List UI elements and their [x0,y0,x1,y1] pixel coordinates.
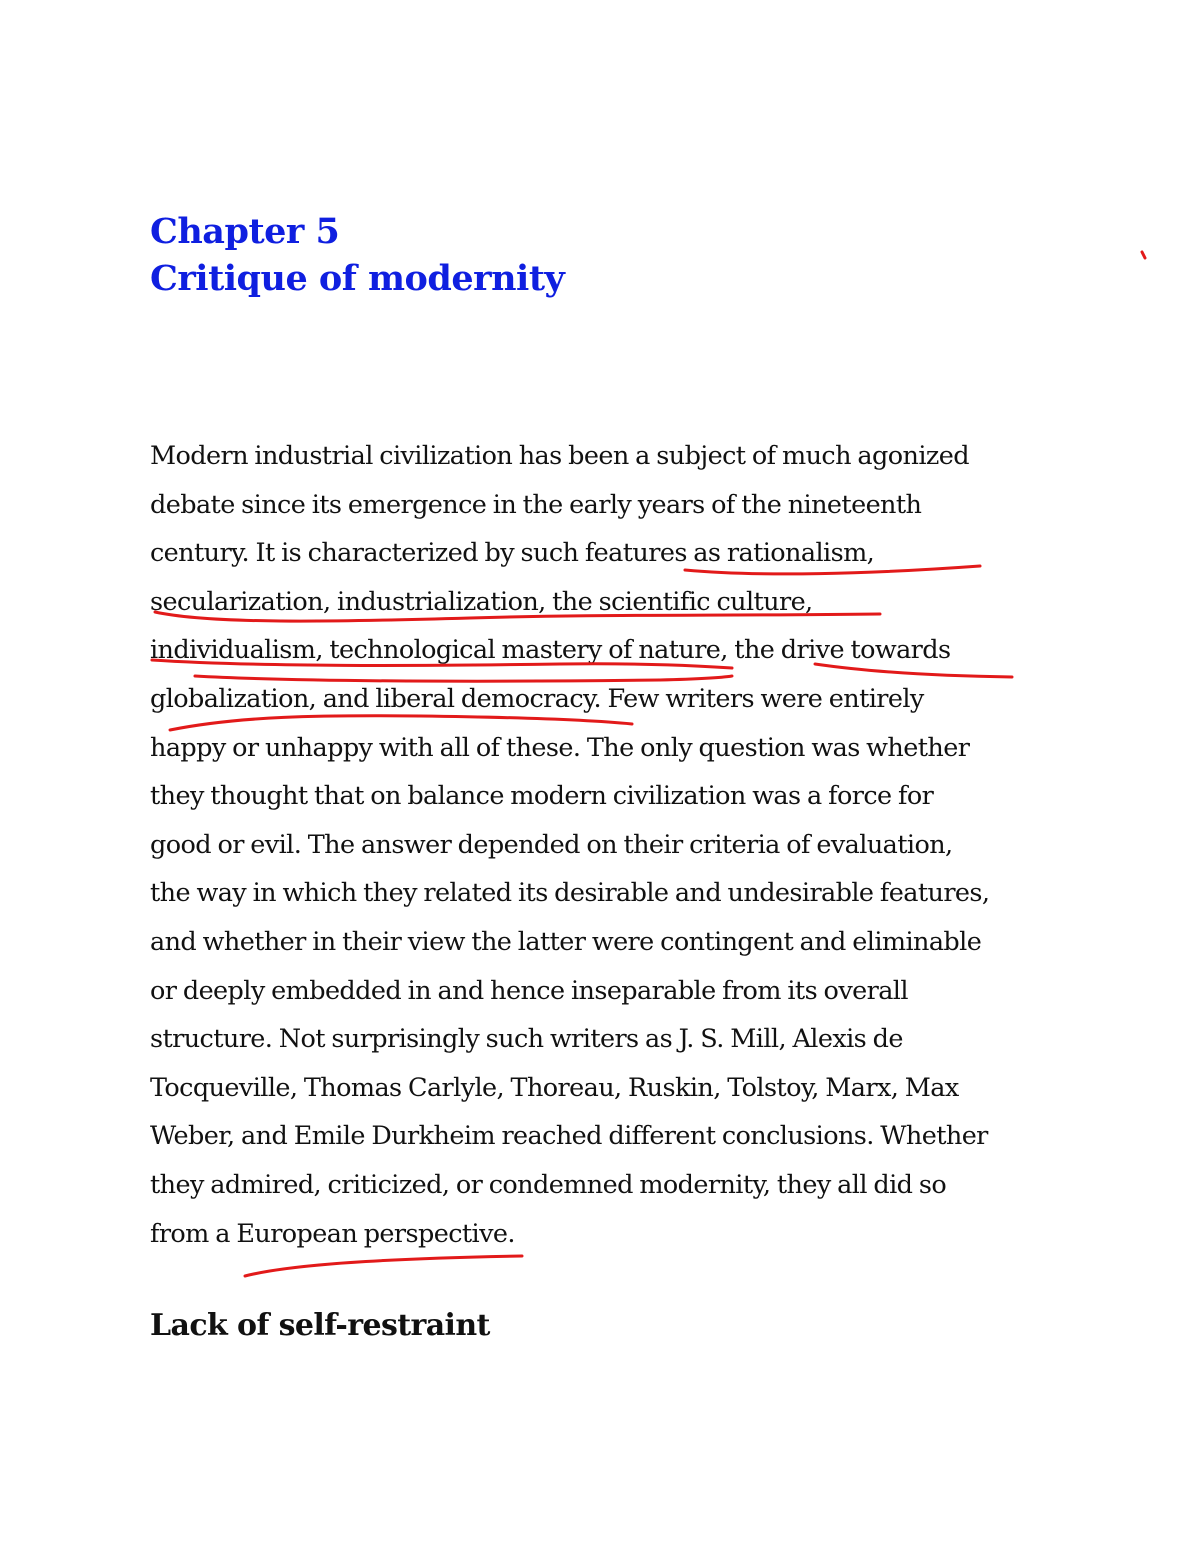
paragraph-line: century. It is characterized by such features as rationalism, [150,538,875,569]
paragraph-line: Weber, and Emile Durkheim reached different conclusions. Whether [150,1121,988,1152]
paragraph-line: the way in which they related its desirable and undesirable features, [150,878,990,909]
section-heading: Lack of self-restraint [150,1308,490,1343]
paragraph-line: they thought that on balance modern civilization was a force for [150,781,934,812]
chapter-title: Critique of modernity [150,258,565,299]
paragraph-line: and whether in their view the latter were contingent and eliminable [150,926,982,957]
paragraph-line: globalization, and liberal democracy. Few writers were entirely [150,683,924,714]
paragraph-line: Tocqueville, Thomas Carlyle, Thoreau, Ruskin, Tolstoy, Marx, Max [150,1072,959,1103]
chapter-heading [150,208,564,302]
annotation-dot-mark [1142,252,1145,258]
chapter-number: Chapter 5 [150,211,340,252]
paragraph-line: secularization, industrialization, the scientific culture, [150,586,813,617]
paragraph-line: Modern industrial civilization has been a subject of much agonized [150,441,969,471]
body-paragraph [150,432,1060,1258]
paragraph-line: individualism, technological mastery of nature, the drive towards [150,635,951,666]
paragraph-line: happy or unhappy with all of these. The only question was whether [150,732,970,763]
paragraph-line: from a European perspective. [150,1218,515,1249]
paragraph-line: good or evil. The answer depended on their criteria of evaluation, [150,829,953,860]
paragraph-line: debate since its emergence in the early years of the nineteenth [150,489,922,520]
paragraph-line: structure. Not surprisingly such writers as J. S. Mill, Alexis de [150,1024,903,1055]
paragraph-line: they admired, criticized, or condemned modernity, they all did so [150,1169,947,1200]
underline-european-perspective [245,1256,522,1276]
paragraph-line: or deeply embedded in and hence inseparable from its overall [150,975,908,1006]
